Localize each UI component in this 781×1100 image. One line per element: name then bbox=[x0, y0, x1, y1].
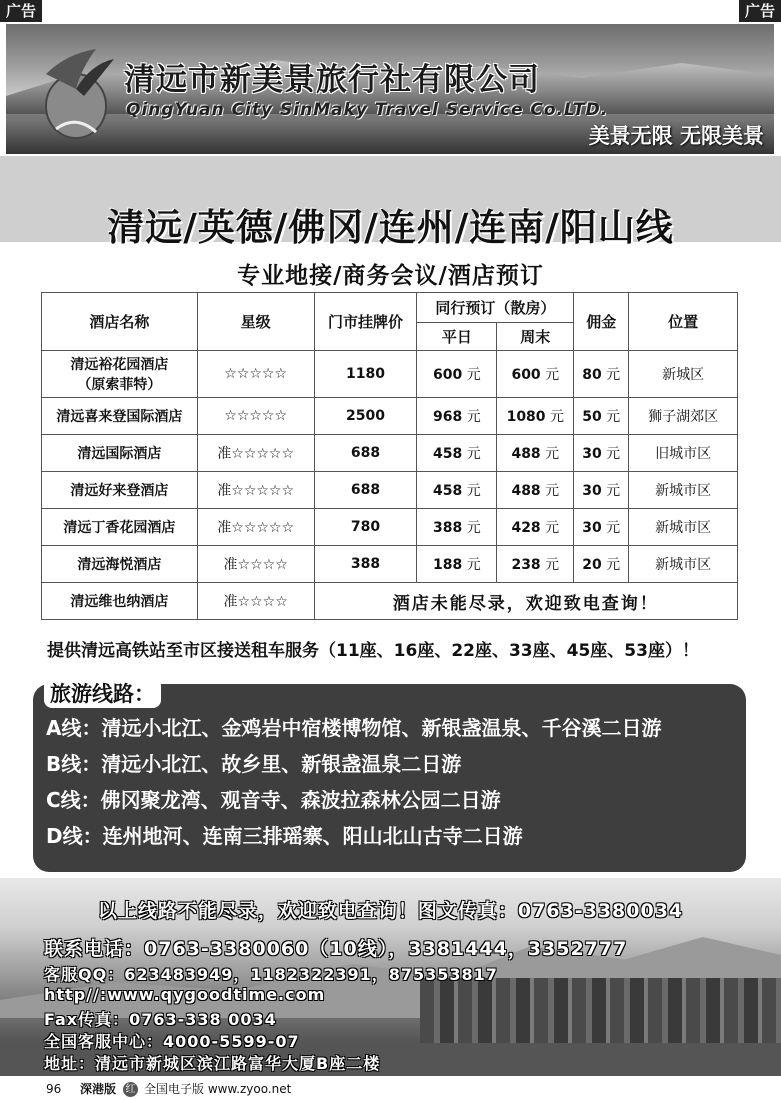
page-footer bbox=[0, 1078, 781, 1100]
weekday-price-cell: 600 元 bbox=[417, 351, 497, 398]
weekday-price-cell: 968 元 bbox=[417, 398, 497, 435]
rack-price-cell: 688 bbox=[314, 435, 417, 472]
route-line-c: C线：佛冈聚龙湾、观音寺、森波拉森林公园二日游 bbox=[46, 788, 501, 812]
weekend-price-cell: 488 元 bbox=[497, 435, 574, 472]
services-subtitle: 专业地接/商务会议/酒店预订 bbox=[237, 263, 544, 289]
weekday-price-cell: 388 元 bbox=[417, 509, 497, 546]
weekend-price-cell: 488 元 bbox=[497, 472, 574, 509]
contact-section bbox=[0, 878, 781, 1076]
table-row bbox=[42, 351, 738, 398]
location-cell: 新城市区 bbox=[629, 546, 738, 583]
banner-slogan: 美景无限 无限美景 bbox=[588, 124, 764, 148]
location-cell: 狮子湖郊区 bbox=[629, 398, 738, 435]
commission-cell: 30 元 bbox=[574, 509, 629, 546]
page-number: 96 bbox=[46, 1082, 62, 1096]
rack-price-cell: 2500 bbox=[314, 398, 417, 435]
route-line-a: A线：清远小北江、金鸡岩中宿楼博物馆、新银盏温泉、千谷溪二日游 bbox=[46, 716, 662, 740]
company-name-cn: 清远市新美景旅行社有限公司 bbox=[124, 62, 540, 98]
rack-price-cell: 1180 bbox=[314, 351, 417, 398]
star-cell: 准☆☆☆☆ bbox=[197, 546, 314, 583]
star-cell: 准☆☆☆☆☆ bbox=[197, 435, 314, 472]
commission-cell: 20 元 bbox=[574, 546, 629, 583]
commission-cell: 80 元 bbox=[574, 351, 629, 398]
weekday-price-cell: 458 元 bbox=[417, 435, 497, 472]
table-row bbox=[42, 509, 738, 546]
header-weekend: 周末 bbox=[497, 323, 574, 351]
hotel-name-cell: 清远丁香花园酒店 bbox=[42, 509, 198, 546]
ad-label-left: 广告 bbox=[0, 0, 42, 22]
header-weekday: 平日 bbox=[417, 323, 497, 351]
tour-routes-title: 旅游线路： bbox=[44, 678, 161, 708]
table-row bbox=[42, 472, 738, 509]
table-row bbox=[42, 398, 738, 435]
contact-address: 地址：清远市新城区滨江路富华大厦B座二楼 bbox=[44, 1054, 381, 1073]
hotel-name-cell: 清远裕花园酒店 （原索菲特） bbox=[42, 351, 198, 398]
company-name-en: QingYuan City SinMaky Travel Service Co.LTD. bbox=[126, 100, 609, 120]
contact-qq: 客服QQ：623483949，1182322391，875353817 bbox=[44, 965, 498, 984]
star-cell: ☆☆☆☆☆ bbox=[197, 351, 314, 398]
header-hotel-name: 酒店名称 bbox=[42, 293, 198, 351]
rack-price-cell: 388 bbox=[314, 546, 417, 583]
table-row bbox=[42, 435, 738, 472]
location-cell: 新城市区 bbox=[629, 509, 738, 546]
header-commission: 佣金 bbox=[574, 293, 629, 351]
weekday-price-cell: 458 元 bbox=[417, 472, 497, 509]
contact-phone: 联系电话：0763-3380060（10线），3381444，3352777 bbox=[44, 938, 628, 960]
weekend-price-cell: 1080 元 bbox=[497, 398, 574, 435]
star-cell: 准☆☆☆☆☆ bbox=[197, 509, 314, 546]
contact-fax: Fax传真：0763-338 0034 bbox=[44, 1010, 277, 1029]
edition-badge-icon: 红 bbox=[123, 1082, 138, 1097]
commission-cell: 30 元 bbox=[574, 435, 629, 472]
commission-cell: 30 元 bbox=[574, 472, 629, 509]
header-location: 位置 bbox=[629, 293, 738, 351]
rack-price-cell: 780 bbox=[314, 509, 417, 546]
table-note: 酒店未能尽录，欢迎致电查询！ bbox=[314, 583, 737, 620]
edition-label: 深港版 bbox=[80, 1082, 117, 1096]
route-line-d: D线：连州地河、连南三排瑶寨、阳山北山古寺二日游 bbox=[46, 824, 523, 848]
header-star: 星级 bbox=[197, 293, 314, 351]
location-cell: 旧城市区 bbox=[629, 435, 738, 472]
star-cell: 准☆☆☆☆☆ bbox=[197, 472, 314, 509]
contact-service-center: 全国客服中心：4000-5599-07 bbox=[44, 1032, 300, 1051]
bird-logo-icon bbox=[36, 44, 116, 144]
route-title: 清远/英德/佛冈/连州/连南/阳山线 bbox=[107, 206, 674, 249]
header-peer-booking: 同行预订（散房） bbox=[417, 293, 574, 323]
star-cell: 准☆☆☆☆ bbox=[197, 583, 314, 620]
rack-price-cell: 688 bbox=[314, 472, 417, 509]
contact-website: http//:www.qygoodtime.com bbox=[44, 985, 326, 1004]
commission-cell: 50 元 bbox=[574, 398, 629, 435]
ad-label-right: 广告 bbox=[739, 0, 781, 22]
weekday-price-cell: 188 元 bbox=[417, 546, 497, 583]
location-cell: 新城市区 bbox=[629, 472, 738, 509]
website-label: 全国电子版 www.zyoo.net bbox=[144, 1082, 292, 1096]
table-row bbox=[42, 583, 738, 620]
hotel-name-cell: 清远国际酒店 bbox=[42, 435, 198, 472]
location-cell: 新城区 bbox=[629, 351, 738, 398]
weekend-price-cell: 428 元 bbox=[497, 509, 574, 546]
weekend-price-cell: 238 元 bbox=[497, 546, 574, 583]
route-line-b: B线：清远小北江、故乡里、新银盏温泉二日游 bbox=[46, 752, 462, 776]
table-row bbox=[42, 546, 738, 583]
company-banner bbox=[6, 24, 774, 154]
hotel-name-cell: 清远喜来登国际酒店 bbox=[42, 398, 198, 435]
header-rack-price: 门市挂牌价 bbox=[314, 293, 417, 351]
weekend-price-cell: 600 元 bbox=[497, 351, 574, 398]
hotel-price-table bbox=[41, 292, 738, 620]
inquiry-notice: 以上线路不能尽录，欢迎致电查询！图文传真：0763-3380034 bbox=[97, 900, 684, 922]
hotel-name-cell: 清远海悦酒店 bbox=[42, 546, 198, 583]
hotel-name-cell: 清远维也纳酒店 bbox=[42, 583, 198, 620]
shuttle-service-text: 提供清远高铁站至市区接送租车服务（11座、16座、22座、33座、45座、53座）！ bbox=[47, 641, 699, 661]
star-cell: ☆☆☆☆☆ bbox=[197, 398, 314, 435]
hotel-name-cell: 清远好来登酒店 bbox=[42, 472, 198, 509]
